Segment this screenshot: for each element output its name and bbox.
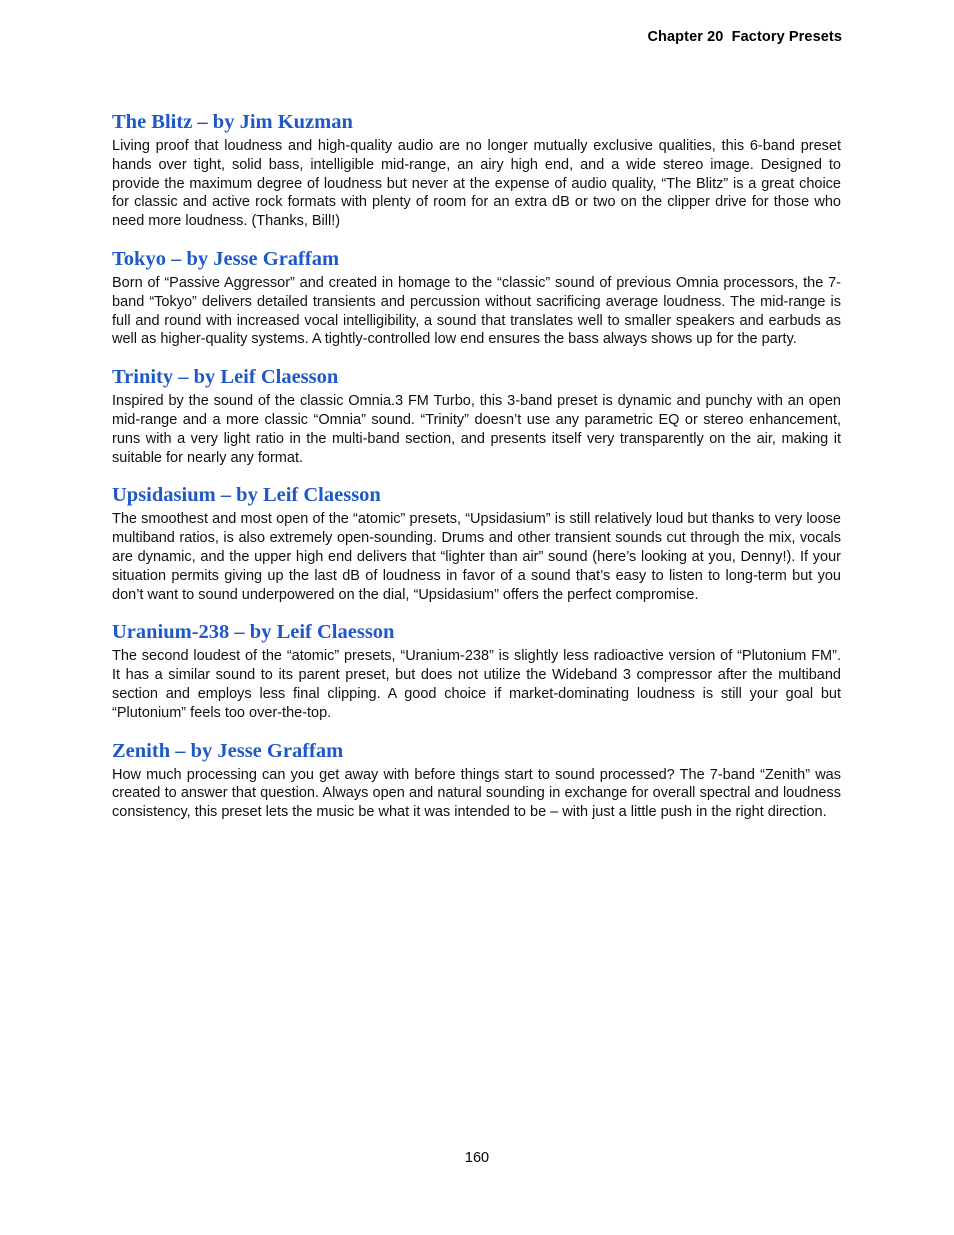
- section-body: The second loudest of the “atomic” presets, “Uranium-238” is slightly less radioactive version of “Plutonium FM”. It has a similar sound to its parent preset, but does not utilize the Wideband 3 compressor after the multiband section and employs less final clipping. A good choice if market-dominating loudness is still your goal but “Plutonium” feels too over-the-top.: [112, 648, 841, 721]
- section-body: Born of “Passive Aggressor” and created in homage to the “classic” sound of previous Omnia processors, the 7-band “Tokyo” delivers detailed transients and percussion without sacrificing average loudness. The mid-range is full and round with increased vocal intelligibility, a sound that translates well to smaller speakers and earbuds as well as higher-quality systems. A tightly-controlled low end ensures the bass always shows up for the party.: [112, 274, 841, 348]
- page-content: [112, 110, 841, 838]
- page-number: 160: [464, 1150, 490, 1166]
- section-body: Living proof that loudness and high-quality audio are no longer mutually exclusive qualities, this 6-band preset hands over tight, solid bass, intelligible mid-range, an airy high end, and a wide stereo image. Designed to provide the maximum degree of loudness but never at the expense of audio quality, “The Blitz” is a great choice for classic and active rock formats with plenty of room for an extra dB or two on the clipper drive for those who need more loudness. (Thanks, Bill!): [112, 138, 841, 230]
- preset-section-zenith: [112, 739, 841, 822]
- section-body: The smoothest and most open of the “atomic” presets, “Upsidasium” is still relatively loud but thanks to very loose multiband ratios, is also extremely open-sounding. Drums and other transient sounds cut through the mix, vocals are dynamic, and the upper high end delivers that “lighter than air” sound (here’s looking at you, Denny!). If your situation permits giving up the last dB of loudness in favor of a sound that’s easy to listen to long-term but you don’t want to sound underpowered on the dial, “Upsidasium” offers the perfect compromise.: [112, 511, 841, 603]
- preset-section-tokyo: [112, 247, 841, 349]
- running-header: Chapter 20 Factory Presets: [647, 29, 842, 45]
- section-heading: Tokyo – by Jesse Graffam: [112, 247, 340, 270]
- section-heading: Uranium-238 – by Leif Claesson: [112, 621, 395, 644]
- section-body: Inspired by the sound of the classic Omnia.3 FM Turbo, this 3-band preset is dynamic and punchy with an open mid-range and a more classic “Omnia” sound. “Trinity” doesn’t use any parametric EQ or stereo enhancement, runs with a very light ratio in the multi-band section, and presents itself very transparently on the air, making it suitable for nearly any format.: [112, 393, 841, 466]
- section-body: How much processing can you get away with before things start to sound processed? The 7-band “Zenith” was created to answer that question. Always open and natural sounding in exchange for overall spectral and loudness consistency, this preset lets the music be what it was intended to be – with just a little push in the right direction.: [112, 766, 841, 821]
- section-heading: Upsidasium – by Leif Claesson: [112, 484, 381, 507]
- preset-section-the-blitz: [112, 110, 841, 231]
- section-heading: Zenith – by Jesse Graffam: [112, 739, 344, 762]
- preset-section-upsidasium: [112, 483, 841, 604]
- section-heading: Trinity – by Leif Claesson: [112, 366, 339, 389]
- section-heading: The Blitz – by Jim Kuzman: [112, 111, 353, 133]
- preset-section-uranium-238: [112, 620, 841, 722]
- preset-section-trinity: [112, 365, 841, 467]
